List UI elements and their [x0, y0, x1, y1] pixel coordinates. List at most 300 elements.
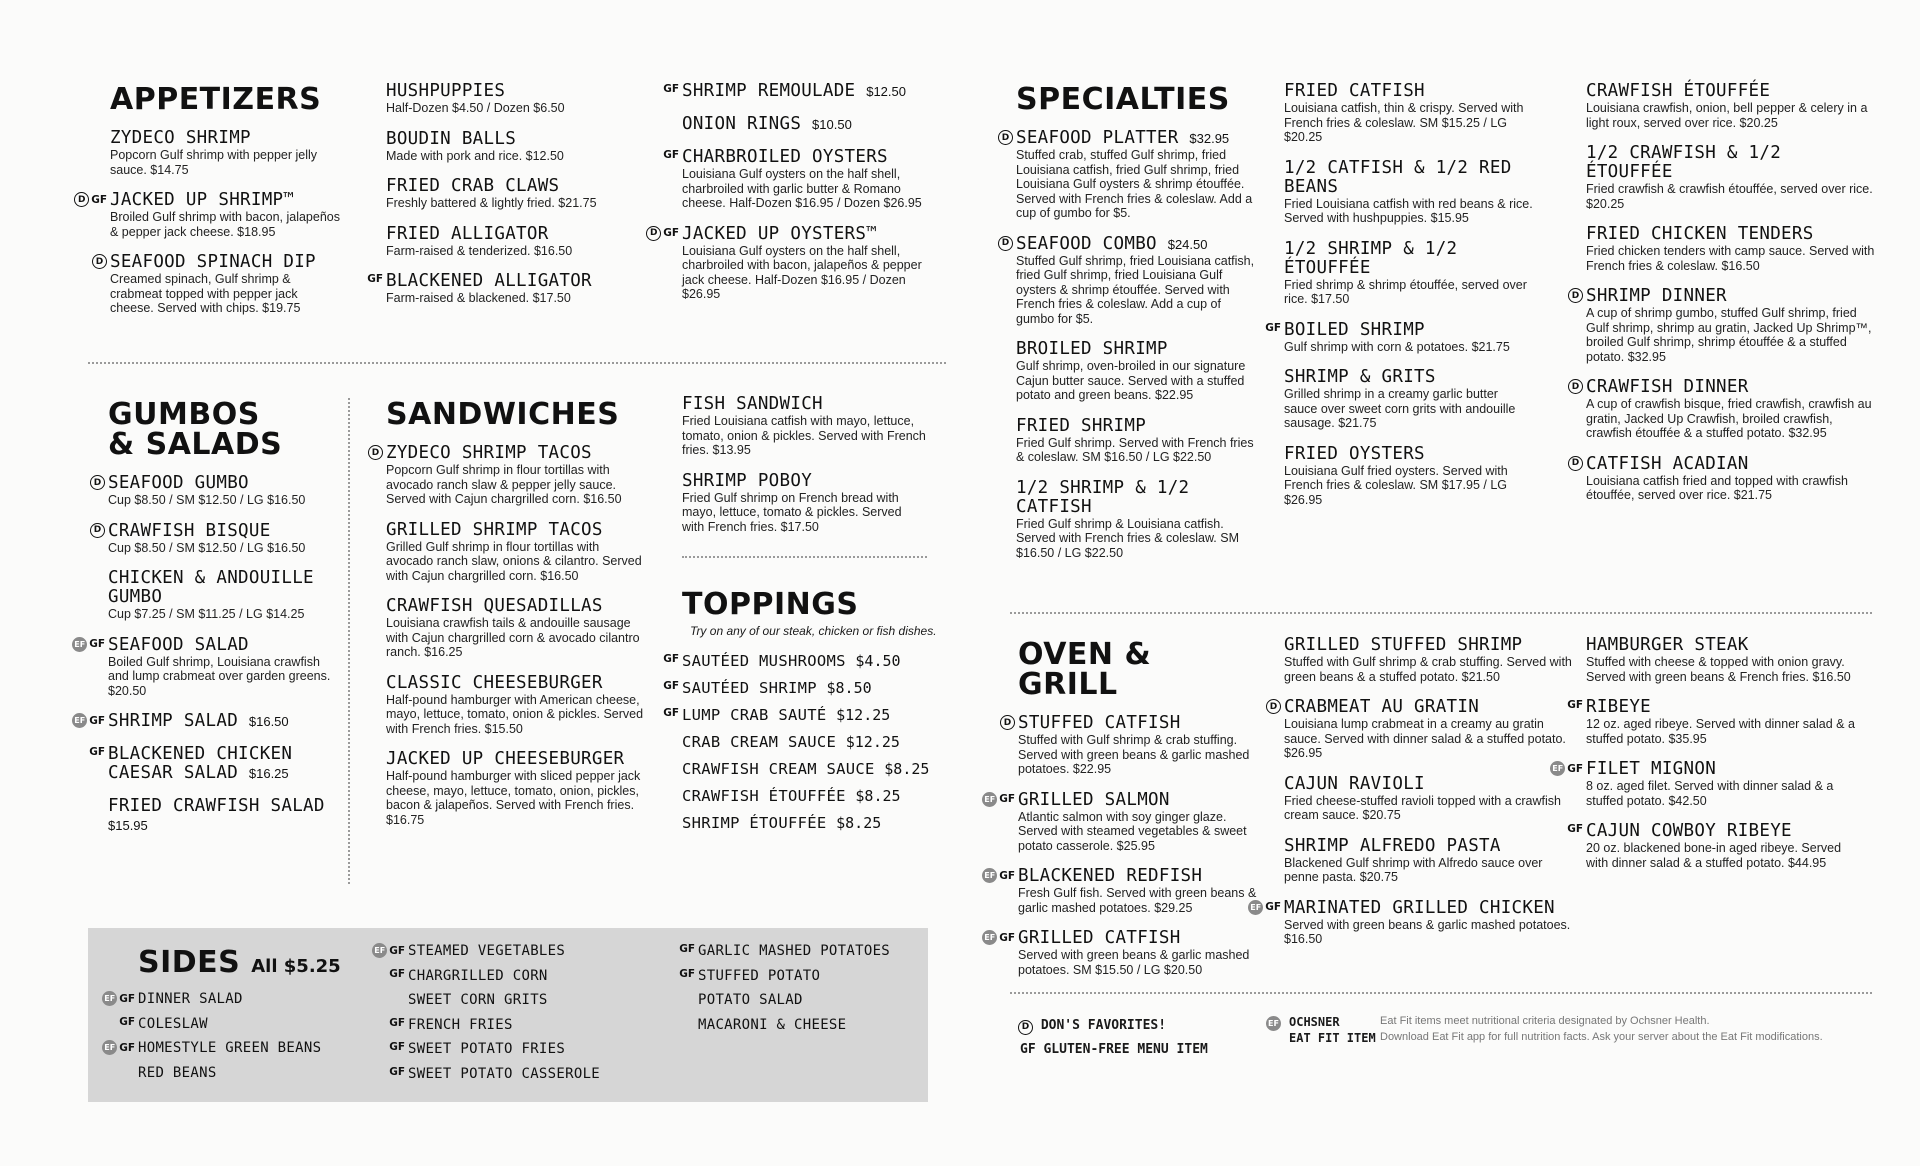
don-favorite-icon: D — [646, 226, 661, 241]
item-name-text: CAJUN RAVIOLI — [1284, 773, 1425, 794]
side-item — [698, 991, 928, 1016]
eatfit-note-2: Download Eat Fit app for full nutrition facts. Ask your server about the Eat Fit modifications. — [1380, 1031, 1823, 1043]
item-marks — [372, 943, 405, 958]
toppings-list — [663, 652, 947, 833]
item-name — [110, 129, 340, 148]
item-name — [386, 82, 626, 101]
item-description: Farm-raised & tenderized. $16.50 — [386, 243, 573, 258]
sandwiches-list — [371, 443, 646, 827]
eat-fit-icon: EF — [982, 792, 997, 807]
don-favorite-icon: D — [90, 475, 105, 490]
gluten-free-icon: GF — [1265, 321, 1281, 334]
gluten-free-icon: GF — [89, 638, 105, 650]
item-name — [1284, 445, 1534, 464]
item-name — [108, 569, 338, 607]
menu-item — [74, 634, 338, 699]
item-marks — [102, 1040, 135, 1055]
menu-item — [1003, 713, 1258, 777]
item-price: $8.25 — [836, 814, 882, 832]
item-price: $4.50 — [855, 652, 901, 670]
gluten-free-icon: GF — [389, 1041, 405, 1053]
item-description: Louisiana crawfish, onion, bell pepper & celery in a light roux, served over rice. $20.25 — [1586, 101, 1868, 130]
gluten-free-icon: GF — [679, 967, 695, 980]
side-name: COLESLAW — [138, 1015, 208, 1032]
eat-fit-icon: EF — [72, 637, 87, 652]
gluten-free-icon: GF — [663, 227, 679, 239]
menu-item — [1552, 759, 1866, 808]
item-name — [682, 760, 947, 779]
item-name — [386, 444, 646, 463]
item-marks — [389, 1017, 405, 1029]
topping-item — [682, 733, 947, 752]
don-favorite-icon: D — [998, 236, 1013, 251]
item-description: Fried Louisiana catfish with red beans & rice. Served with hushpuppies. $15.95 — [1284, 196, 1533, 225]
item-name-text: SHRIMP DINNER — [1586, 286, 1727, 306]
side-item — [389, 1065, 648, 1090]
menu-item — [663, 147, 927, 211]
item-name — [108, 522, 338, 541]
eat-fit-icon: EF — [102, 1040, 117, 1055]
item-marks — [1265, 322, 1281, 334]
item-marks — [119, 1016, 135, 1028]
item-marks — [389, 968, 405, 980]
side-item — [104, 990, 358, 1015]
item-marks — [389, 1041, 405, 1053]
item-name-text: SHRIMP ALFREDO PASTA — [1284, 835, 1501, 856]
gumbos-list — [74, 473, 338, 835]
menu-item — [1586, 636, 1866, 684]
gluten-free-icon: GF — [663, 707, 679, 719]
eat-fit-icon: EF — [1550, 761, 1565, 776]
item-marks — [663, 83, 679, 95]
item-name — [1284, 636, 1574, 655]
appetizers-title: APPETIZERS — [110, 82, 322, 117]
item-name-text: JACKED UP CHEESEBURGER — [386, 749, 625, 769]
gluten-free-icon: GF — [1020, 1042, 1036, 1057]
gluten-free-icon: GF — [119, 1015, 135, 1028]
item-description: Fried shrimp & shrimp étouffée, served over rice. $17.50 — [1284, 277, 1527, 306]
item-price: $24.50 — [1167, 236, 1208, 252]
item-description: Fried cheese-stuffed ravioli topped with a crawfish cream sauce. $20.75 — [1284, 793, 1561, 822]
menu-item — [682, 472, 927, 535]
gluten-free-icon: GF — [1567, 699, 1583, 711]
side-item — [679, 967, 928, 992]
eat-fit-icon: EF — [1266, 1016, 1281, 1031]
item-description: Louisiana Gulf fried oysters. Served with French fries & coleslaw. SM $17.95 / LG $26.95 — [1284, 463, 1508, 507]
menu-item — [74, 711, 338, 731]
item-marks — [1568, 456, 1583, 471]
item-description: Creamed spinach, Gulf shrimp & crabmeat topped with pepper jack cheese. Served with chips. $19.75 — [110, 272, 301, 315]
topping-item — [682, 814, 947, 833]
gluten-free-icon: GF — [663, 653, 679, 665]
item-description: Made with pork and rice. $12.50 — [386, 148, 564, 163]
item-name-text: ZYDECO SHRIMP — [110, 128, 251, 148]
item-description: Popcorn Gulf shrimp with pepper jelly sauce. $14.75 — [110, 148, 318, 177]
side-item — [389, 1040, 648, 1065]
item-name-text: BOILED SHRIMP — [1284, 319, 1425, 340]
item-name-text: CRAWFISH QUESADILLAS — [386, 596, 603, 616]
menu-item — [1284, 445, 1534, 508]
item-name-text: CRAWFISH ÉTOUFFÉE — [1586, 81, 1771, 101]
menu-item — [682, 115, 927, 134]
don-favorite-icon: D — [92, 254, 107, 269]
item-marks — [1266, 699, 1281, 714]
gluten-free-icon: GF — [91, 193, 107, 206]
item-description: 12 oz. aged ribeye. Served with dinner salad & a stuffed potato. $35.95 — [1586, 717, 1855, 746]
menu-item — [386, 674, 646, 737]
item-name — [1016, 129, 1256, 148]
item-description: Grilled shrimp in a creamy garlic butter sauce over sweet corn grits with andouille sausage. $21.75 — [1284, 387, 1516, 430]
menu-item — [1571, 286, 1876, 364]
item-name-text: HAMBURGER STEAK — [1586, 635, 1749, 655]
item-description: Fresh Gulf fish. Served with green beans & garlic mashed potatoes. $29.25 — [1018, 886, 1257, 915]
item-description: Stuffed with Gulf shrimp & crab stuffing. Served with green beans & garlic mashed potatoes. $22.95 — [1018, 733, 1250, 776]
sides-box — [88, 928, 928, 1102]
item-name — [1586, 760, 1866, 779]
side-item — [119, 1015, 358, 1040]
menu-item — [1016, 417, 1256, 465]
eat-fit-icon: EF — [1248, 900, 1263, 915]
eatfit-note-1: Eat Fit items meet nutritional criteria designated by Ochsner Health. — [1380, 1015, 1710, 1027]
item-name-text: GRILLED STUFFED SHRIMP — [1284, 635, 1523, 655]
gluten-free-icon: GF — [119, 992, 135, 1005]
item-description: Half-Dozen $4.50 / Dozen $6.50 — [386, 101, 565, 115]
item-marks — [663, 680, 679, 692]
item-marks — [982, 792, 1015, 807]
specialties-list — [1001, 128, 1256, 560]
item-marks — [90, 523, 105, 538]
menu-item — [682, 395, 927, 458]
side-name: SWEET POTATO CASSEROLE — [408, 1065, 601, 1082]
gumbos-title: GUMBOS — [108, 397, 260, 432]
item-price: $16.25 — [248, 766, 289, 781]
item-price: $32.95 — [1189, 131, 1230, 146]
divider-left-top — [88, 362, 946, 364]
gluten-free-icon: GF — [1265, 901, 1281, 913]
item-marks — [679, 968, 695, 980]
don-favorite-icon: D — [1018, 1020, 1033, 1035]
menu-item — [1284, 837, 1574, 885]
sandwiches-column — [371, 397, 646, 841]
toppings-title: TOPPINGS — [682, 587, 859, 622]
item-name-text: FISH SANDWICH — [682, 394, 823, 414]
item-name-text: SHRIMP SALAD — [108, 711, 239, 731]
item-description: Stuffed with Gulf shrimp & crab stuffing. Served with green beans & a stuffed potato. $21.50 — [1284, 655, 1572, 684]
item-description: A cup of crawfish bisque, fried crawfish, crawfish au gratin, Jacked Up Crawfish, broiled crawfish, crawfish étouffée & a stuffed potato. $32.95 — [1586, 397, 1872, 440]
item-marks — [1000, 715, 1015, 730]
menu-item — [93, 520, 338, 556]
sides-column-2 — [374, 942, 648, 1089]
menu-item — [386, 177, 626, 211]
item-description: Atlantic salmon with soy ginger glaze. Served with steamed vegetables & sweet potato casserole. $25.95 — [1018, 809, 1247, 853]
gluten-free-icon: GF — [1567, 823, 1583, 835]
item-marks — [72, 713, 105, 728]
menu-item — [984, 789, 1258, 854]
menu-item — [386, 521, 646, 584]
item-name — [1016, 417, 1256, 436]
topping-item — [663, 706, 947, 725]
item-name — [1586, 287, 1876, 306]
side-name: MACARONI & CHEESE — [698, 1016, 847, 1033]
menu-item — [1571, 377, 1876, 441]
item-marks — [998, 236, 1013, 251]
item-marks — [646, 226, 679, 241]
eat-fit-icon: EF — [372, 943, 387, 958]
item-name-text: SHRIMP ÉTOUFFÉE — [682, 814, 827, 832]
item-name — [682, 733, 947, 752]
item-name — [682, 82, 927, 101]
gluten-free-icon: GF — [389, 1065, 405, 1078]
oven-column-2 — [1250, 635, 1574, 961]
item-name — [1586, 698, 1866, 717]
menu-item — [1567, 697, 1866, 746]
gluten-free-icon: GF — [999, 931, 1015, 944]
item-name-text: BLACKENED ALLIGATOR — [386, 271, 592, 291]
item-name — [682, 225, 927, 244]
item-marks — [982, 930, 1015, 945]
topping-item — [663, 652, 947, 671]
item-name-text: 1/2 SHRIMP & 1/2 CATFISH — [1016, 477, 1190, 517]
toppings-column — [663, 587, 947, 841]
item-name — [1586, 82, 1876, 101]
item-description: Cup $8.50 / SM $12.50 / LG $16.50 — [108, 493, 306, 507]
item-name-text: 1/2 CRAWFISH & 1/2 ÉTOUFFÉE — [1586, 143, 1782, 182]
item-name — [1284, 899, 1574, 918]
item-marks — [1567, 823, 1583, 835]
item-name-text: FRIED SHRIMP — [1016, 415, 1147, 436]
menu-item — [93, 473, 338, 508]
divider-gumbos-sandwiches — [348, 398, 350, 884]
item-name-text: JACKED UP SHRIMP™ — [110, 190, 295, 210]
menu-item — [663, 81, 927, 101]
item-marks — [679, 943, 695, 955]
item-description: Fried Gulf shrimp on French bread with mayo, lettuce, tomato & pickles. Served with French fries. $17.50 — [682, 490, 902, 534]
legend-eatfit — [1266, 1014, 1376, 1046]
item-name — [682, 652, 947, 671]
divider-right-top — [1010, 612, 1872, 614]
menu-item — [1250, 897, 1574, 947]
item-name-text: ZYDECO SHRIMP TACOS — [386, 443, 592, 463]
topping-item — [663, 679, 947, 698]
side-name: POTATO SALAD — [698, 992, 803, 1008]
menu-item — [386, 225, 626, 259]
item-name-text: CHARBROILED OYSTERS — [682, 147, 888, 167]
eatfit-note — [1380, 1013, 1880, 1045]
item-description: Served with green beans & garlic mashed potatoes. SM $15.50 / LG $20.50 — [1018, 948, 1250, 977]
side-item — [679, 942, 928, 967]
toppings-note: Try on any of our steak, chicken or fish dishes. — [690, 624, 937, 638]
topping-item — [682, 787, 947, 806]
item-name — [386, 272, 626, 291]
item-marks — [72, 637, 105, 652]
menu-item — [1016, 479, 1256, 561]
item-price: $16.50 — [248, 714, 289, 729]
item-name — [1586, 822, 1866, 841]
item-name-text: BLACKENED CHICKEN CAESAR SALAD — [108, 744, 293, 783]
menu-item — [386, 130, 626, 164]
item-marks — [1567, 699, 1583, 711]
side-name: SWEET CORN GRITS — [408, 992, 548, 1008]
don-favorite-icon: D — [1266, 699, 1281, 714]
item-name — [1016, 479, 1256, 517]
side-name: CHARGRILLED CORN — [408, 967, 548, 984]
item-name — [1284, 837, 1574, 856]
gluten-free-icon: GF — [679, 943, 695, 955]
item-name-text: SAUTÉED SHRIMP — [682, 679, 817, 697]
item-description: Louisiana catfish, thin & crispy. Served with French fries & coleslaw. SM $15.25 / LG $20.25 — [1284, 101, 1524, 144]
oven-column-3 — [1552, 635, 1866, 884]
side-name: STUFFED POTATO — [698, 967, 821, 984]
item-description: A cup of shrimp gumbo, stuffed Gulf shrimp, fried Gulf shrimp, shrimp au gratin, Jacked Up Shrimp™, broiled Gulf shrimp, shrimp étouffée & a stuffed potato. $32.95 — [1586, 306, 1872, 364]
side-item — [104, 1039, 358, 1064]
item-marks — [1568, 379, 1583, 394]
gluten-free-icon: GF — [389, 944, 405, 957]
menu-item — [77, 190, 340, 239]
item-description: Cup $8.50 / SM $12.50 / LG $16.50 — [108, 540, 306, 555]
item-name — [1018, 791, 1258, 810]
item-name-text: SEAFOOD COMBO — [1016, 233, 1157, 254]
menu-item — [1269, 697, 1574, 761]
specialties-column-3 — [1571, 81, 1876, 517]
gluten-free-icon: GF — [999, 869, 1015, 882]
gluten-free-icon: GF — [999, 793, 1015, 805]
item-marks — [663, 707, 679, 719]
item-name — [1284, 775, 1574, 794]
item-marks — [92, 254, 107, 269]
menu-item — [1567, 821, 1866, 870]
menu-item — [1284, 240, 1534, 307]
item-name — [386, 130, 626, 149]
gumbos-title-2: & SALADS — [108, 427, 283, 462]
side-name: STEAMED VEGETABLES — [408, 943, 566, 959]
item-name — [386, 177, 626, 196]
item-price: $12.25 — [836, 706, 891, 724]
legend-gf-label: GLUTEN-FREE MENU ITEM — [1043, 1042, 1208, 1057]
item-price: $12.50 — [866, 84, 906, 99]
item-description: Stuffed Gulf shrimp, fried Louisiana catfish, fried Gulf shrimp, fried Louisiana Gulf oysters & shrimp étouffée. Served with French fries & coleslaw. Add a cup of gumbo for $5. — [1016, 253, 1255, 326]
item-name-text: SEAFOOD GUMBO — [108, 473, 249, 493]
item-marks — [982, 868, 1015, 883]
menu-item — [89, 744, 338, 783]
don-favorite-icon: D — [74, 192, 89, 207]
side-name: SWEET POTATO FRIES — [408, 1041, 566, 1057]
side-name: DINNER SALAD — [138, 991, 243, 1007]
item-description: Louisiana Gulf oysters on the half shell, charbroiled with garlic butter & Romano cheese. Half-Dozen $16.95 / Dozen $26.95 — [682, 167, 922, 210]
menu-item — [108, 797, 338, 835]
item-name-text: CRAWFISH DINNER — [1586, 377, 1749, 397]
menu-item — [1001, 128, 1256, 221]
item-name — [1586, 225, 1876, 244]
item-description: Fried Gulf shrimp & Louisiana catfish. Served with French fries & coleslaw. SM $16.50 / LG $22.50 — [1016, 516, 1239, 560]
item-name — [386, 674, 646, 693]
item-name — [682, 115, 927, 134]
gluten-free-icon: GF — [389, 967, 405, 980]
sides-column-3 — [679, 942, 928, 1040]
item-description: Cup $7.25 / SM $11.25 / LG $14.25 — [108, 607, 305, 621]
item-description: 8 oz. aged filet. Served with dinner salad & a stuffed potato. $42.50 — [1586, 779, 1834, 808]
item-name-text: CHICKEN & ANDOUILLE GUMBO — [108, 568, 314, 607]
item-name-text: SHRIMP & GRITS — [1284, 367, 1436, 387]
item-name-text: CRAWFISH BISQUE — [108, 520, 271, 541]
side-name: RED BEANS — [138, 1064, 217, 1081]
menu-item — [386, 82, 626, 116]
divider-toppings — [682, 556, 927, 558]
item-name-text: GRILLED SALMON — [1018, 789, 1170, 810]
item-name-text: LUMP CRAB SAUTÉ — [682, 706, 827, 724]
don-favorite-icon: D — [1000, 715, 1015, 730]
item-description: Gulf shrimp with corn & potatoes. $21.75 — [1284, 339, 1510, 354]
item-name — [682, 787, 947, 806]
item-name-text: RIBEYE — [1586, 697, 1652, 717]
menu-item — [1586, 144, 1876, 211]
menu-item — [984, 928, 1258, 977]
item-name-text: BOUDIN BALLS — [386, 128, 517, 149]
item-name — [1284, 159, 1534, 197]
specialties-column-2 — [1265, 81, 1534, 521]
item-description: Half-pound hamburger with sliced pepper jack cheese, mayo, lettuce, tomato, onion, pickles, bacon & jalapeños. Served with French fries. $16.75 — [386, 769, 641, 827]
item-name-text: CAJUN COWBOY RIBEYE — [1586, 821, 1792, 841]
item-name-text: SEAFOOD SPINACH DIP — [110, 252, 316, 272]
item-name — [386, 521, 646, 540]
side-item — [389, 967, 648, 992]
item-name — [1586, 144, 1876, 182]
menu-item — [1284, 368, 1534, 431]
gluten-free-icon: GF — [389, 1016, 405, 1029]
item-name — [682, 814, 947, 833]
item-name-text: SEAFOOD SALAD — [108, 634, 249, 655]
sides-title-text: SIDES — [138, 945, 241, 980]
item-name-text: SAUTÉED MUSHROOMS — [682, 652, 846, 670]
legend-eatfit-line2: EAT FIT ITEM — [1289, 1031, 1376, 1045]
gluten-free-icon: GF — [1567, 762, 1583, 775]
menu-item — [1284, 775, 1574, 823]
item-name-text: SHRIMP REMOULADE — [682, 81, 856, 101]
item-marks — [74, 192, 107, 207]
don-favorite-icon: D — [1568, 456, 1583, 471]
item-description: Fried Louisiana catfish with mayo, lettuce, tomato, onion & pickles. Served with French fries. $13.95 — [682, 414, 926, 457]
item-marks — [368, 445, 383, 460]
item-name-text: CATFISH ACADIAN — [1586, 453, 1749, 474]
item-name-text: CRABMEAT AU GRATIN — [1284, 697, 1480, 717]
item-name — [1586, 636, 1866, 655]
menu-item — [371, 443, 646, 507]
side-item — [698, 1016, 928, 1041]
item-name-text: FRIED CATFISH — [1284, 81, 1425, 101]
menu-item — [1001, 233, 1256, 327]
item-name-text: FRIED CRAB CLAWS — [386, 176, 560, 196]
legend-gf — [1020, 1042, 1208, 1057]
item-name — [1018, 714, 1258, 733]
item-name-text: HUSHPUPPIES — [386, 81, 506, 101]
menu-item — [386, 750, 646, 827]
gumbos-column — [74, 397, 338, 849]
topping-item — [682, 760, 947, 779]
item-description: Stuffed with cheese & topped with onion gravy. Served with green beans & French fries. $16.50 — [1586, 655, 1851, 684]
gluten-free-icon: GF — [367, 273, 383, 285]
item-name — [1016, 235, 1256, 254]
item-description: Broiled Gulf shrimp with bacon, jalapeños & pepper jack cheese. $18.95 — [110, 210, 340, 239]
item-name-text: STUFFED CATFISH — [1018, 713, 1181, 733]
item-name — [386, 597, 646, 616]
item-marks — [663, 149, 679, 161]
item-name-text: FILET MIGNON — [1586, 759, 1717, 779]
item-name-text: BLACKENED REDFISH — [1018, 866, 1203, 886]
oven-column — [984, 637, 1258, 991]
appetizers-column — [77, 82, 340, 330]
item-name — [110, 191, 340, 210]
item-description: Blackened Gulf shrimp with Alfredo sauce over penne pasta. $20.75 — [1284, 855, 1543, 884]
menu-item — [110, 129, 340, 177]
